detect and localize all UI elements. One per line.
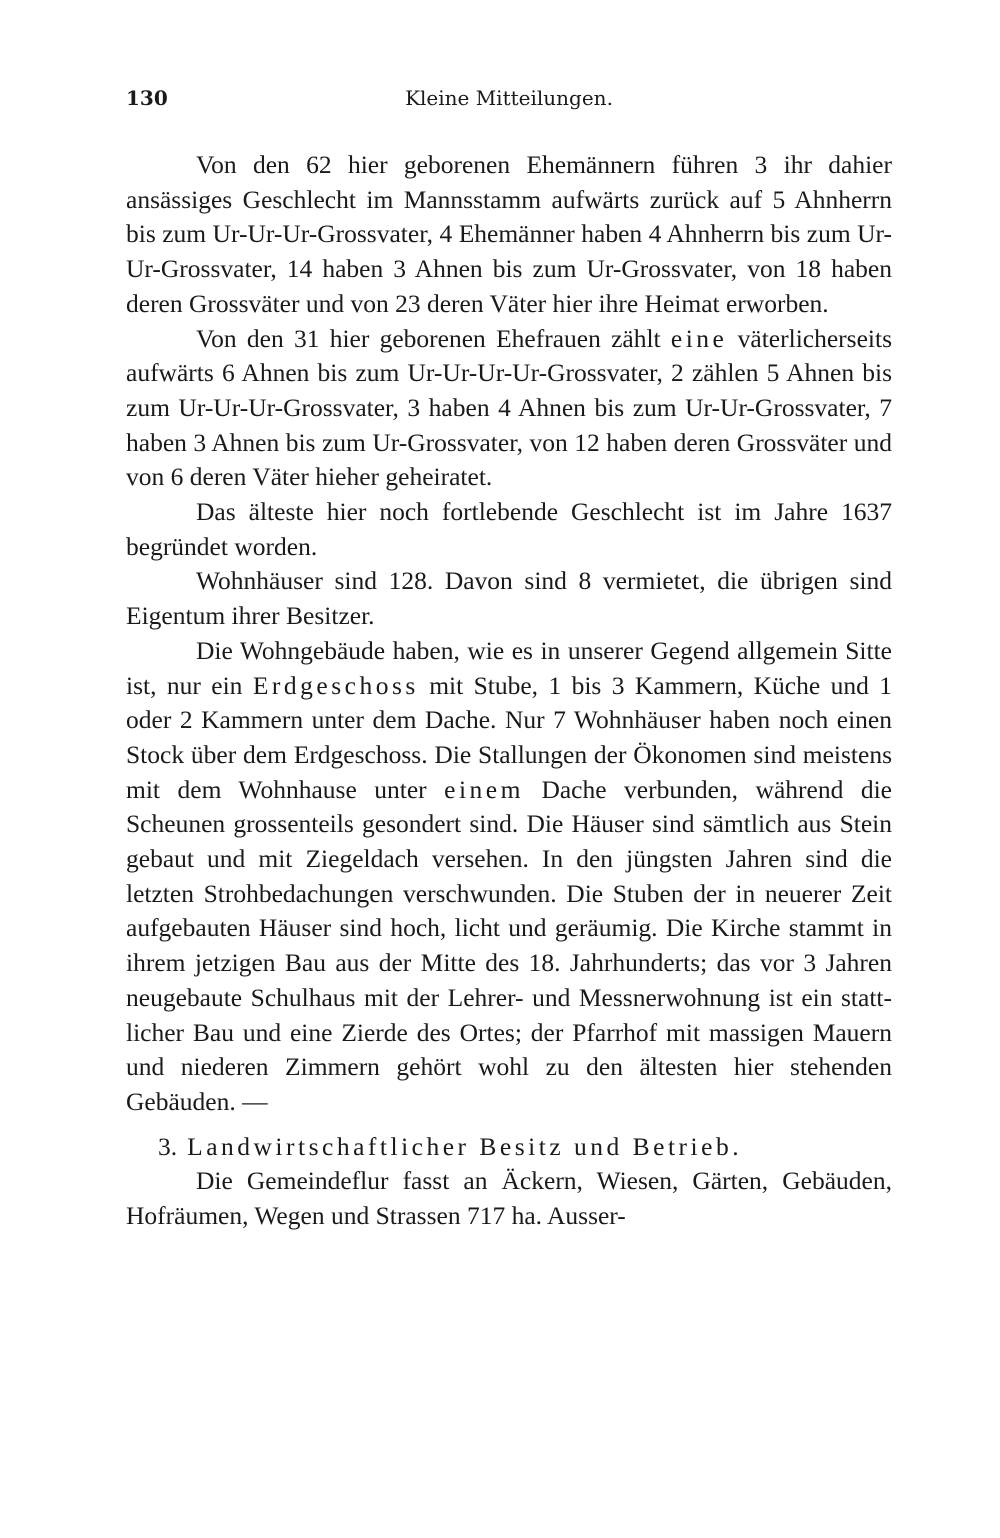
paragraph-husbands: Von den 62 hier geborenen Ehemännern führen 3 ihr dahier ansässiges Geschlecht im Mannsstamm aufwärts zurück auf 5 Ahnherrn bis zum Ur-Ur-Ur-Grossvater, 4 Ehemänner haben 4 Ahnherrn bis zum Ur-Ur-Grossvater, 14 haben 3 Ahnen bis zum Ur-Grossvater, von 18 haben deren Grossväter und von 23 deren Väter hier ihre Heimat erworben. [126, 150, 892, 318]
page-number: 130 [126, 86, 168, 110]
paragraph-oldest-family: Das älteste hier noch fortlebende Geschlecht ist im Jahre 1637 begründet worden. [126, 497, 892, 561]
paragraph-buildings [126, 634, 892, 1120]
section-title: Landwirtschaftlicher Besitz und Betrieb. [187, 1131, 743, 1161]
section-heading [126, 1130, 892, 1165]
paragraph-houses: Wohnhäuser sind 128. Davon sind 8 vermietet, die übrigen sind Eigentum ihrer Besitzer. [126, 566, 892, 631]
spaced-emphasis: Erdgeschoss [252, 670, 419, 700]
paragraph-text: Die Wohngebäude haben, wie es in unserer Gegend allgemein Sitte ist, nur ein [126, 635, 892, 700]
running-title: Kleine Mitteilungen. [405, 86, 613, 110]
paragraph-text: Von den 31 hier geborenen Ehefrauen zählt [196, 323, 671, 353]
page-header [126, 86, 892, 118]
spaced-emphasis: einem [444, 774, 524, 804]
spaced-emphasis: eine [670, 323, 728, 353]
document-page [126, 86, 892, 1234]
paragraph-wives [126, 322, 892, 496]
paragraph-text: Dache verbunden, während die Scheunen grossenteils gesondert sind. Die Häuser sind sämtlich aus Stein gebaut und mit Ziegeldach versehen. In den jüngsten Jahren sind die letzten Strohbedachungen verschwunden. Die Stuben der in neuerer Zeit aufgebauten Häuser sind hoch, licht und geräumig. Die Kirche stammt in ihrem jetzigen Bau aus der Mitte des 18. Jahrhunderts; das vor 3 Jahren neugebaute Schulhaus mit der Lehrer- und Messnerwohnung ist ein stattlicher Bau und eine Zierde des Ortes; der Pfarrhof mit massigen Mauern und niederen Zimmern gehört wohl zu den ältesten hier stehenden Gebäuden. — [126, 774, 892, 1116]
section-number: 3. [158, 1131, 178, 1161]
paragraph-text: mit Stube, 1 bis 3 Kammern, Küche und 1 oder 2 Kammern unter dem Dache. Nur 7 Wohnhäuser haben noch einen Stock über dem Erdgeschoss. Die Stallungen der Ökonomen sind meistens mit dem Wohnhause unter [126, 670, 892, 804]
page-body [126, 148, 892, 1234]
paragraph-land: Die Gemeindeflur fasst an Äckern, Wiesen, Gärten, Gebäuden, Hofräumen, Wegen und Strassen 717 ha. Ausser- [126, 1166, 892, 1231]
paragraph-text: väterlicherseits aufwärts 6 Ahnen bis zum Ur-Ur-Ur-Ur-Grossvater, 2 zählen 5 Ahnen bis zum Ur-Ur-Ur-Grossvater, 3 haben 4 Ahnen bis zum Ur-Ur-Grossvater, 7 haben 3 Ahnen bis zum Ur-Grossvater, von 12 haben deren Grossväter und von 6 deren Väter hieher geheiratet. [126, 323, 892, 492]
